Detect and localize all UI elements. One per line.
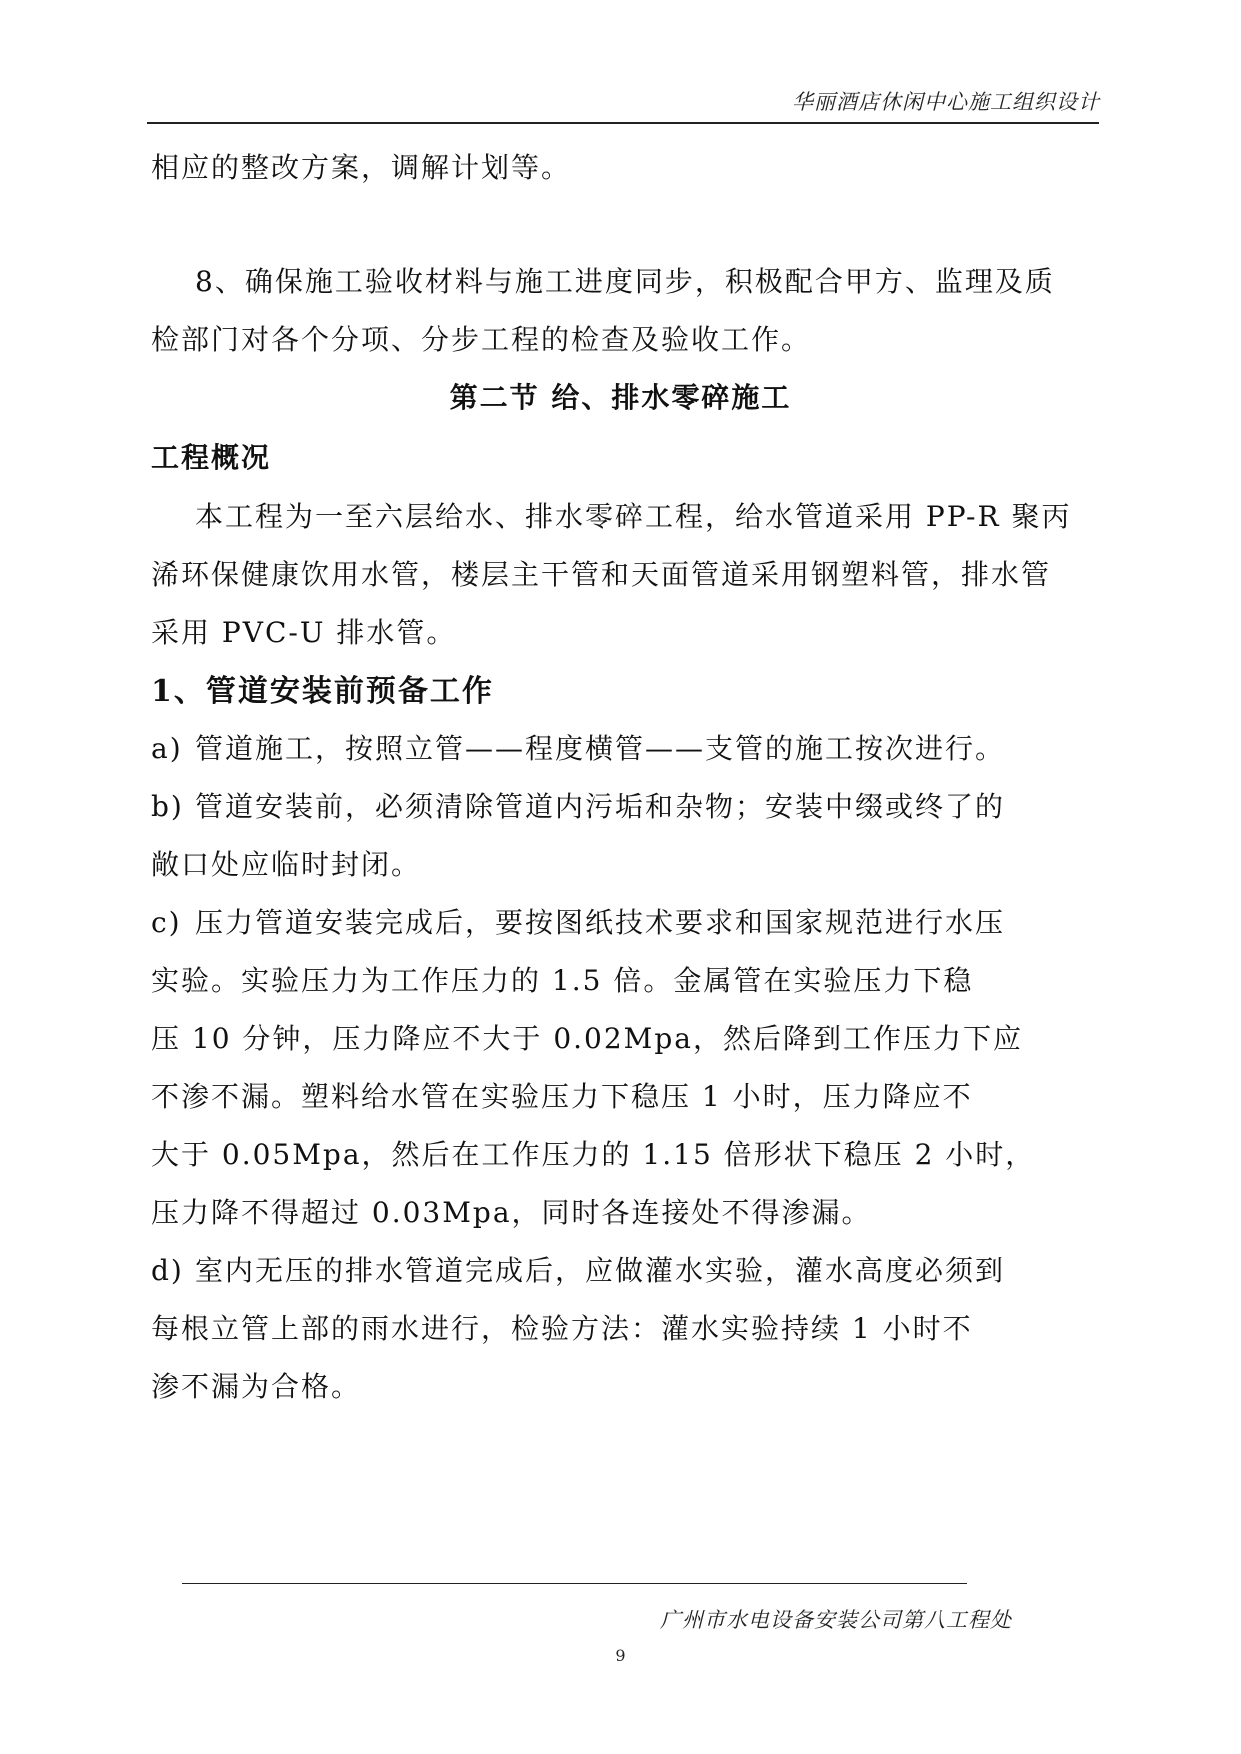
list-item-d-line-2: 每根立管上部的雨水进行，检验方法：灌水实验持续 1 小时不 — [151, 1312, 973, 1345]
paragraph-continued: 相应的整改方案，调解计划等。 — [151, 151, 572, 184]
overview-line-3: 采用 PVC-U 排水管。 — [151, 616, 457, 649]
paragraph-8-line-1: 8、确保施工验收材料与施工进度同步，积极配合甲方、监理及质 — [195, 265, 1055, 298]
footer-company: 广州市水电设备安装公司第八工程处 — [660, 1608, 1012, 1632]
list-item-b-cont: 敞口处应临时封闭。 — [151, 848, 422, 881]
list-item-text: 压力管道安装完成后，要按图纸技术要求和国家规范进行水压 — [195, 906, 1006, 939]
list-item-c-line-3: 压 10 分钟，压力降应不大于 0.02Mpa，然后降到工作压力下应 — [151, 1022, 1023, 1055]
list-item-c — [151, 903, 1005, 943]
list-item-c-line-6: 压力降不得超过 0.03Mpa，同时各连接处不得渗漏。 — [151, 1196, 872, 1229]
list-item-a — [151, 729, 1005, 769]
footer-rule — [182, 1583, 967, 1584]
list-item-c-line-5: 大于 0.05Mpa，然后在工作压力的 1.15 倍形状下稳压 2 小时， — [151, 1138, 1036, 1171]
list-marker: a) — [151, 732, 183, 765]
page-number: 9 — [615, 1646, 626, 1665]
list-marker: b) — [151, 790, 184, 823]
overview-heading: 工程概况 — [151, 441, 272, 474]
paragraph-8-line-2: 检部门对各个分项、分步工程的检查及验收工作。 — [151, 323, 812, 356]
list-item-d-line-3: 渗不漏为合格。 — [151, 1370, 362, 1403]
subsection-heading: 1、管道安装前预备工作 — [151, 674, 494, 709]
section-title: 第二节 给、排水零碎施工 — [449, 381, 792, 414]
page-header-title: 华丽酒店休闲中心施工组织设计 — [792, 90, 1100, 114]
list-item-c-line-2: 实验。实验压力为工作压力的 1.5 倍。金属管在实验压力下稳 — [151, 964, 974, 997]
list-item-text: 管道施工，按照立管——程度横管——支管的施工按次进行。 — [195, 732, 1006, 765]
list-item-text: 管道安装前，必须清除管道内污垢和杂物；安装中缀或终了的 — [195, 790, 1006, 823]
list-item-c-line-4: 不渗不漏。塑料给水管在实验压力下稳压 1 小时，压力降应不 — [151, 1080, 973, 1113]
list-marker: c) — [151, 906, 182, 939]
list-marker: d) — [151, 1254, 184, 1287]
list-item-b — [151, 787, 1005, 827]
overview-line-2: 浠环保健康饮用水管，楼层主干管和天面管道采用钢塑料管，排水管 — [151, 558, 1052, 591]
overview-line-1: 本工程为一至六层给水、排水零碎工程，给水管道采用 PP-R 聚丙 — [195, 500, 1072, 533]
list-item-d — [151, 1251, 1005, 1291]
list-item-text: 室内无压的排水管道完成后，应做灌水实验，灌水高度必须到 — [195, 1254, 1006, 1287]
header-rule — [147, 122, 1099, 124]
